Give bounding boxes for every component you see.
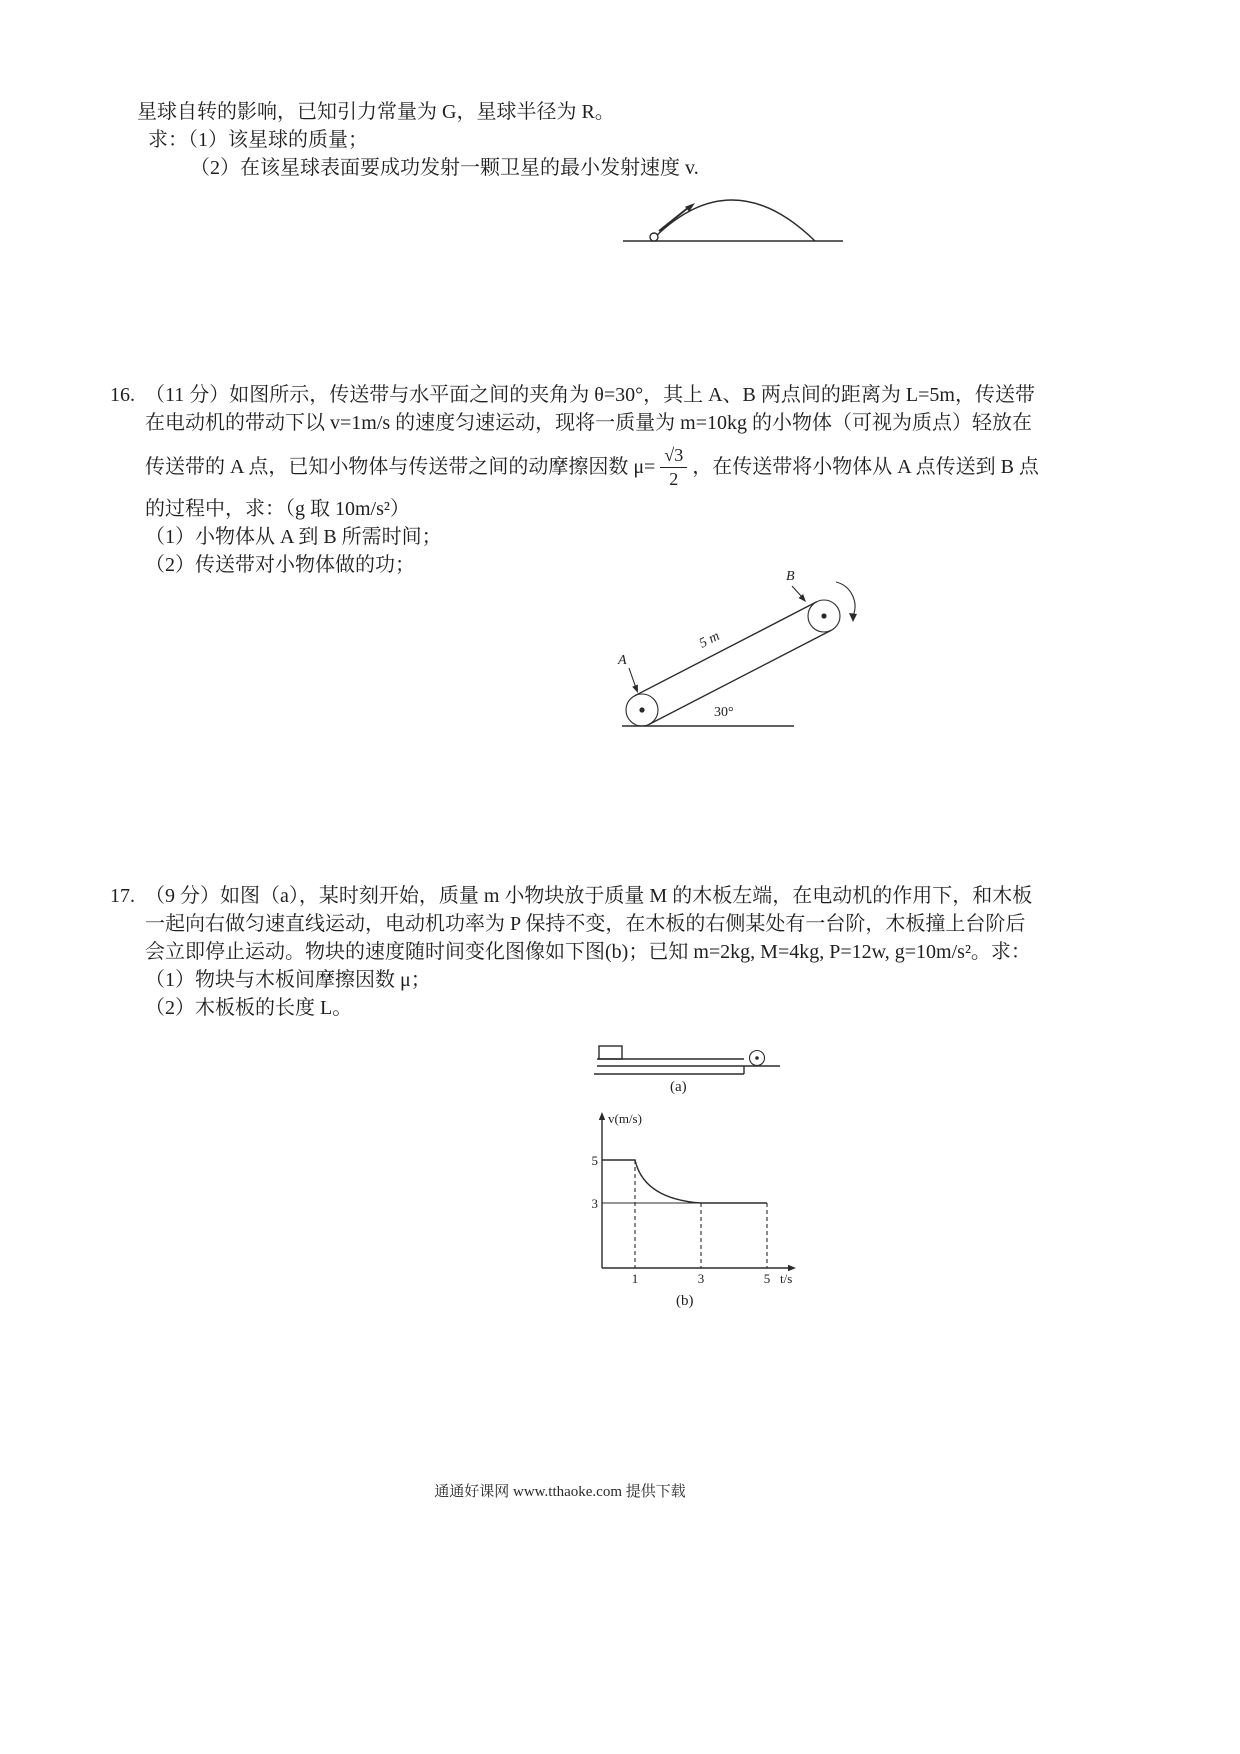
p17-item2: （2）木板板的长度 L。 xyxy=(145,997,353,1019)
velocity-curve xyxy=(602,1160,767,1203)
label-a-leader xyxy=(629,668,636,688)
p17-item1: （1）物块与木板间摩擦因数 μ； xyxy=(145,969,431,991)
bottom-pulley-axle xyxy=(639,707,644,712)
velocity-arrow xyxy=(659,207,689,231)
p15-ask: 求：（1）该星球的质量； xyxy=(148,129,368,151)
p16-line2: 在电动机的带动下以 v=1m/s 的速度匀速运动，现将一质量为 m=10kg 的小物体（可视为质点）轻放在 xyxy=(145,412,1033,434)
trajectory-arc xyxy=(655,200,815,241)
p15-sub2: （2）在该星球表面要成功发射一颗卫星的最小发射速度 v. xyxy=(190,157,699,179)
label-B: B xyxy=(786,569,795,584)
p16-line3-post: ，在传送带将小物体从 A 点传送到 B 点 xyxy=(692,456,1039,478)
label-5m: 5 m xyxy=(697,628,723,652)
xtick-5: 5 xyxy=(763,1271,771,1286)
p16-line3 xyxy=(145,441,1039,493)
figure-a-caption: (a) xyxy=(670,1079,687,1095)
ytick-5: 5 xyxy=(591,1153,598,1168)
rotation-arrowhead-icon xyxy=(849,613,857,622)
y-axis-label: v(m/s) xyxy=(608,1111,642,1126)
block xyxy=(599,1046,622,1059)
p17-line3: 会立即停止运动。物块的速度随时间变化图像如下图(b)；已知 m=2kg, M=4kg, P=12w, g=10m/s²。求： xyxy=(145,941,1031,963)
label-A: A xyxy=(618,653,627,668)
figure-b-caption: (b) xyxy=(676,1293,694,1309)
xtick-3: 3 xyxy=(697,1271,705,1286)
p16-item2: （2）传送带对小物体做的功； xyxy=(145,554,415,576)
p16-item1: （1）小物体从 A 到 B 所需时间； xyxy=(145,526,442,548)
p16-line3-pre: 传送带的 A 点，已知小物体与传送带之间的动摩擦因数 μ= xyxy=(145,456,656,478)
conveyor-belt-figure xyxy=(608,564,866,738)
p16-line1: （11 分）如图所示，传送带与水平面之间的夹角为 θ=30°，其上 A、B 两点间的距离为 L=5m，传送带 xyxy=(145,384,1035,406)
fraction-denominator: 2 xyxy=(669,468,679,489)
label-30deg: 30° xyxy=(714,705,734,720)
p16-line4: 的过程中，求：（g 取 10m/s²） xyxy=(145,498,410,520)
xtick-1: 1 xyxy=(631,1271,639,1286)
label-a-arrowhead-icon xyxy=(632,685,638,694)
p17-number: 17. xyxy=(110,885,135,907)
projectile-figure xyxy=(615,186,850,248)
launch-point xyxy=(650,233,658,241)
board-block-figure xyxy=(592,1035,784,1085)
p16-number: 16. xyxy=(110,384,135,406)
p17-line1: （9 分）如图（a），某时刻开始，质量 m 小物块放于质量 M 的木板左端，在电动机的作用下，和木板 xyxy=(145,885,1033,907)
p17-line2: 一起向右做匀速直线运动，电动机功率为 P 保持不变，在木板的右侧某处有一台阶，木板撞上台阶后 xyxy=(145,913,1026,935)
ytick-3: 3 xyxy=(591,1196,598,1211)
label-b-leader xyxy=(792,586,802,597)
motor-axle xyxy=(755,1056,759,1060)
top-pulley-axle xyxy=(821,613,826,618)
mu-fraction xyxy=(660,445,687,489)
belt-lower-line xyxy=(649,630,831,724)
y-axis-arrowhead-icon xyxy=(599,1112,605,1120)
fraction-numerator: √3 xyxy=(660,445,687,468)
footer-watermark: 通通好课网 www.tthaoke.com 提供下载 xyxy=(434,1484,686,1500)
velocity-time-graph xyxy=(586,1106,814,1302)
belt-upper-line xyxy=(635,602,817,696)
x-axis-label: t/s xyxy=(780,1271,793,1286)
p15-line1: 星球自转的影响，已知引力常量为 G，星球半径为 R。 xyxy=(137,101,615,123)
